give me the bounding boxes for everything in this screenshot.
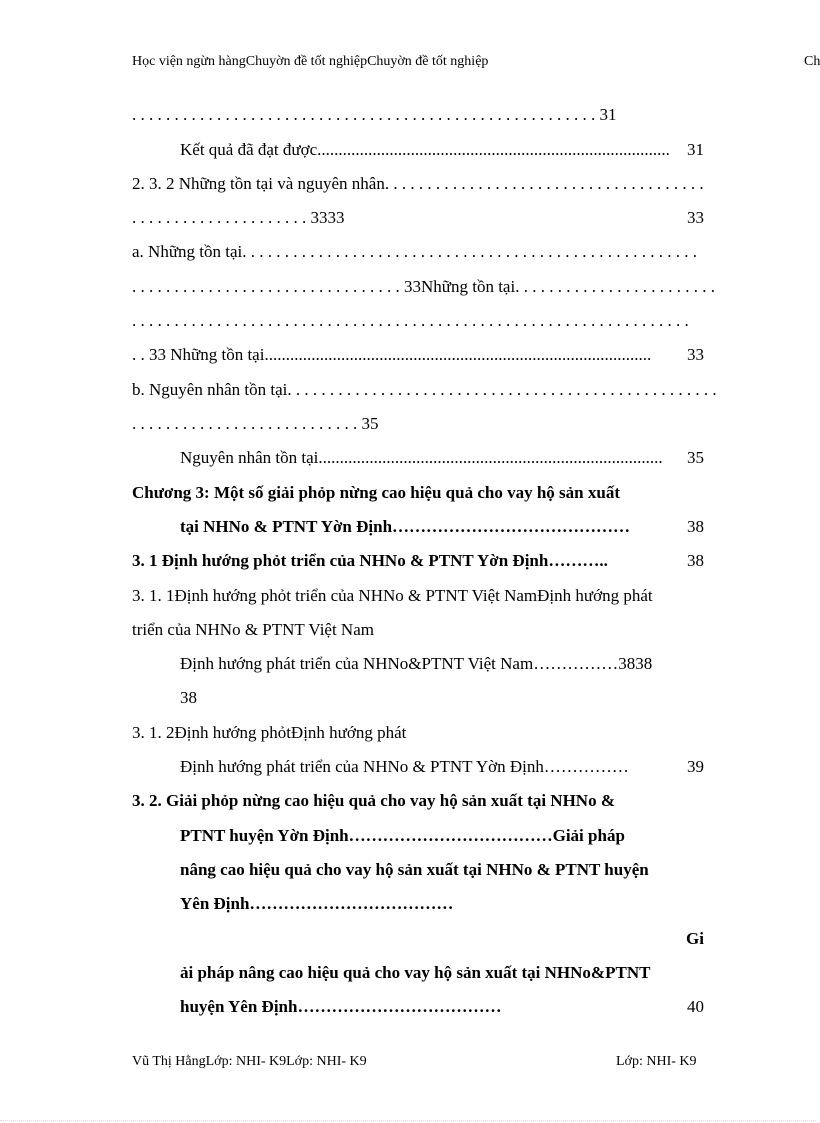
toc-line-text: Định hướng phát triển của NHNo & PTNT Yờn Định…………… [180, 757, 629, 776]
toc-line-text: 3. 1 Định hướng phỏt triển của NHNo & PTNT Yờn Định……….. [132, 551, 608, 570]
toc-line-text: . . . . . . . . . . . . . . . . . . . . . . . . . . . . . . . . . . . . . . . . . . . . . . . . . . . . . . . . . . . . . . . . . . [132, 311, 689, 330]
toc-line-text: Yên Định……………………………… [180, 894, 454, 913]
toc-line-text: ải pháp nâng cao hiệu quả cho vay hộ sản xuất tại NHNo&PTNT [180, 963, 651, 982]
toc-line-text: 3. 2. Giải phỏp nừng cao hiệu quả cho vay hộ sản xuất tại NHNo & [132, 791, 615, 810]
toc-line-text: a. Những tồn tại. . . . . . . . . . . . . . . . . . . . . . . . . . . . . . . . . . . . . . . . . . . . . . . . . . . . . . [132, 242, 698, 261]
toc-line-text: huyện Yên Định……………………………… [180, 997, 502, 1016]
toc-page-number: 33 [683, 344, 704, 366]
page-footer-left: Vũ Thị HằngLớp: NHI- K9Lớp: NHI- K9 [132, 1054, 367, 1069]
toc-line-text: . . . . . . . . . . . . . . . . . . . . . . . . . . . . . . . . 33Những tồn tại. . . . . . . . . . . . . . . . . . . . . . . . [132, 277, 715, 296]
toc-line-17 [180, 653, 712, 675]
toc-line-10 [132, 413, 712, 435]
toc-chapter-3-heading [132, 482, 712, 504]
toc-line-1 [132, 104, 712, 126]
toc-line-text: . . . . . . . . . . . . . . . . . . . . . . . . . . . 35 [132, 414, 379, 433]
toc-line-8 [132, 344, 712, 366]
toc-line-20 [180, 756, 712, 778]
page-footer-right: Lớp: NHI- K9 [616, 1054, 697, 1069]
toc-page-number: 40 [683, 996, 704, 1018]
toc-page-number: 31 [683, 139, 704, 161]
toc-line-text: Chương 3: Một số giải phỏp nừng cao hiệu quả cho vay hộ sản xuất [132, 483, 620, 502]
toc-line-text: . . . . . . . . . . . . . . . . . . . . . 3333 [132, 208, 345, 227]
toc-line-text: Định hướng phát triển của NHNo&PTNT Việt Nam……………3838 [180, 654, 653, 673]
toc-section-3-2-cont-3 [180, 893, 712, 915]
toc-section-3-1 [132, 550, 712, 572]
toc-section-3-1-1-cont [132, 619, 712, 641]
page-header-right: Ch [804, 54, 820, 69]
page-bottom-divider [0, 1120, 816, 1122]
toc-line-text: 38 [180, 688, 197, 707]
toc-line-2 [180, 139, 712, 161]
toc-page-number: 35 [683, 447, 704, 469]
toc-section-3-2-cont-1 [180, 825, 712, 847]
toc-line-text: Kết quả đã đạt được................................................................................... [180, 140, 670, 159]
toc-section-3-1-1 [132, 585, 712, 607]
toc-line-text: 3. 1. 1Định hướng phỏt triển của NHNo & PTNT Việt NamĐịnh hướng phát [132, 586, 653, 605]
toc-section-3-2-cont-5 [180, 996, 712, 1018]
toc-page-number: 38 [683, 516, 704, 538]
toc-line-11 [180, 447, 712, 469]
toc-chapter-3-heading-cont [180, 516, 712, 538]
toc-line-text: nâng cao hiệu quả cho vay hộ sản xuất tại NHNo & PTNT huyện [180, 860, 649, 879]
toc-page-number: 39 [683, 756, 704, 778]
toc-line-text: triển của NHNo & PTNT Việt Nam [132, 620, 374, 639]
toc-line-5 [132, 241, 712, 263]
toc-line-4 [132, 207, 712, 229]
toc-page-number: 38 [683, 550, 704, 572]
toc-line-text: Nguyên nhân tồn tại................................................................................. [180, 448, 663, 467]
toc-line-text: 2. 3. 2 Những tồn tại và nguyên nhân. . . . . . . . . . . . . . . . . . . . . . . . . . . . . . . . . . . . . . [132, 174, 704, 193]
toc-section-3-2 [132, 790, 712, 812]
toc-line-text: Gi [686, 929, 704, 948]
toc-section-3-1-2 [132, 722, 712, 744]
toc-line-6 [132, 276, 715, 298]
toc-line-9 [132, 379, 717, 401]
toc-line-text: . . . . . . . . . . . . . . . . . . . . . . . . . . . . . . . . . . . . . . . . . . . . . . . . . . . . . . . 31 [132, 105, 617, 124]
toc-line-3 [132, 173, 712, 195]
toc-line-7 [132, 310, 712, 332]
toc-line-text: tại NHNo & PTNT Yờn Định…………………………………… [180, 517, 631, 536]
toc-line-text: b. Nguyên nhân tồn tại. . . . . . . . . . . . . . . . . . . . . . . . . . . . . . . . . . . . . . . . . . . . . . . . . . . [132, 380, 717, 399]
toc-section-3-2-cont-2 [180, 859, 712, 881]
toc-line-text: PTNT huyện Yờn Định………………………………Giải pháp [180, 826, 625, 845]
toc-page-number: 33 [683, 207, 704, 229]
toc-line-18 [180, 687, 712, 709]
toc-section-3-2-cont-4 [180, 962, 712, 984]
toc-line-text: . . 33 Những tồn tại........................................................................................... [132, 345, 652, 364]
page-header-left: Học viện ngừn hàngChuyờn đề tốt nghiệpChuyờn đề tốt nghiệp [132, 54, 489, 69]
toc-line-25 [132, 928, 712, 950]
toc-line-text: 3. 1. 2Định hướng phỏtĐịnh hướng phát [132, 723, 407, 742]
